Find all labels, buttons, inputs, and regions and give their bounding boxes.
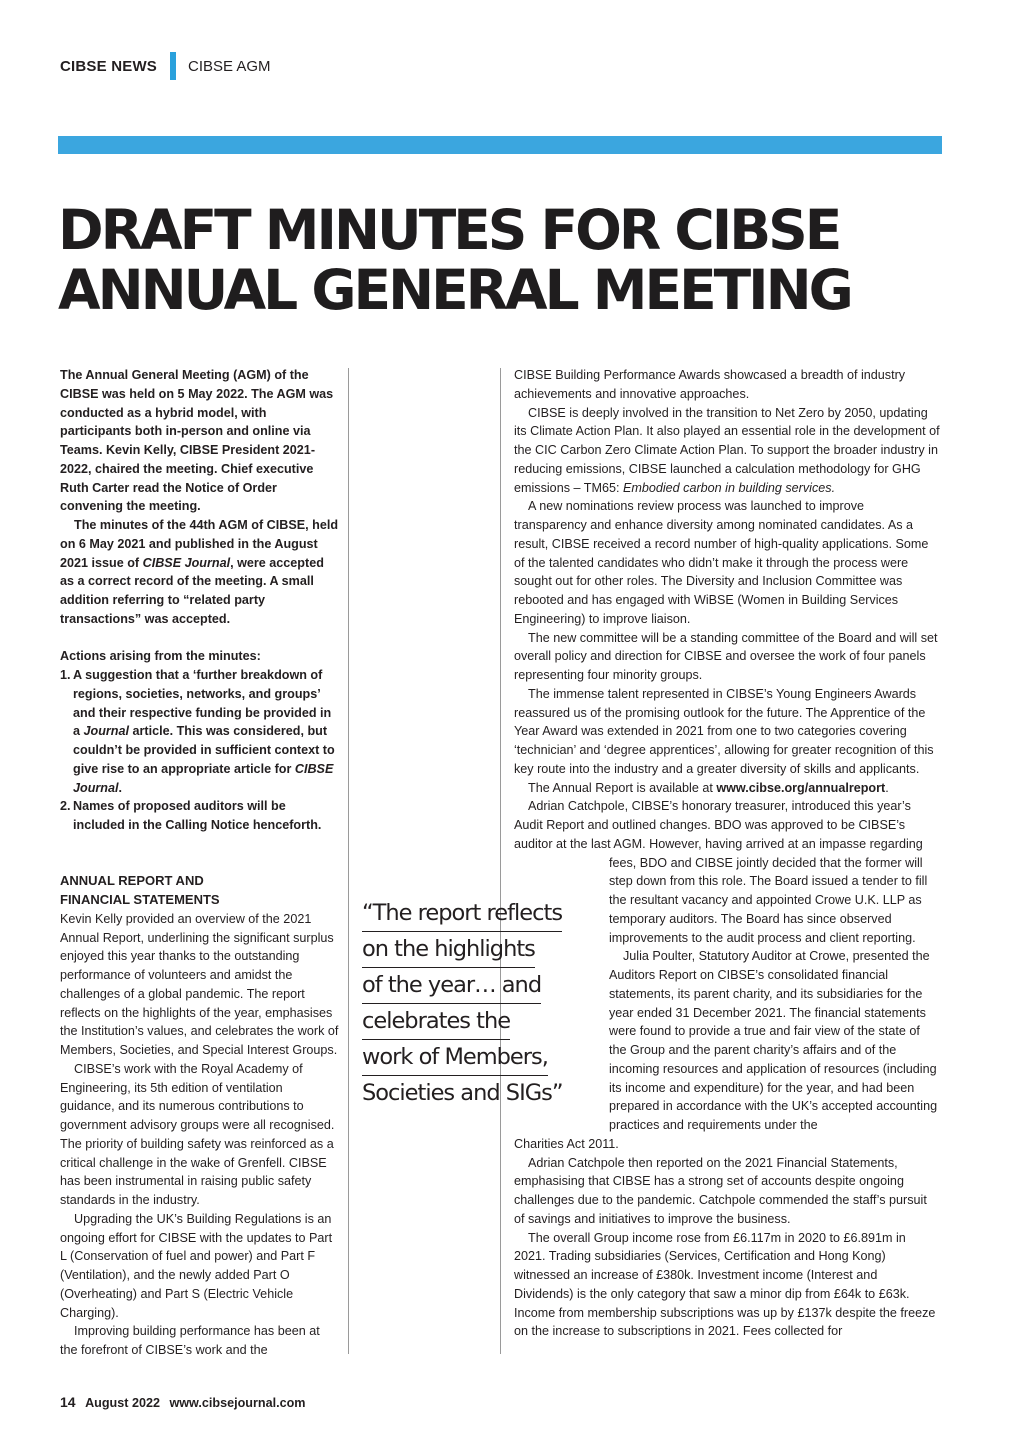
intro-p2-text-a: The minutes of the 44th AGM of CIBSE, held on 6 May 2021 and published in the August 2021 issue of <box>60 518 339 570</box>
item1-italic-2: CIBSE Journal <box>73 761 334 795</box>
right-p2-italic: Embodied carbon in building services. <box>622 480 836 495</box>
section-header <box>60 52 271 80</box>
intro-p2-text-b: , were accepted as a correct record of the meeting. A small addition referring to “related party transactions” was accepted. <box>60 555 324 626</box>
right-p6-text-b: . <box>885 780 889 795</box>
column-divider-right <box>500 368 501 1354</box>
actions-list <box>60 647 340 835</box>
page-number: 14 <box>60 1394 76 1410</box>
page-footer <box>60 1394 305 1410</box>
item1-italic-1: Journal <box>83 724 130 739</box>
right-paragraph-7: Adrian Catchpole, CIBSE’s honorary treasurer, introduced this year’s Audit Report and outlined changes. BDO was approved to be CIBSE’s auditor at the last AGM. However, having arrived at an impasse regarding <box>514 799 923 851</box>
quote-line-5: work of Members, <box>362 1040 548 1076</box>
title-line-1: DRAFT MINUTES FOR CIBSE <box>58 198 840 262</box>
right-p6-text-a: The Annual Report is available at <box>528 780 717 795</box>
right-paragraph-4: The new committee will be a standing committee of the Board and will set overall policy and direction for CIBSE and oversee the work of four panels representing four minority groups. <box>514 630 938 682</box>
intro-paragraph-1: The Annual General Meeting (AGM) of the CIBSE was held on 5 May 2022. The AGM was conducted as a hybrid model, with participants both in-person and online via Teams. Kevin Kelly, CIBSE President 2021-2022, chaired the meeting. Chief executive Ruth Carter read the Notice of Order convening the meeting. <box>60 368 334 514</box>
item2-text: Names of proposed auditors will be included in the Calling Notice henceforth. <box>73 799 322 832</box>
column-divider-left <box>348 368 349 1354</box>
annual-report-link[interactable]: www.cibse.org/annualreport <box>716 780 886 795</box>
intro <box>60 366 340 629</box>
annual-report-heading <box>60 872 340 910</box>
quote-line-3: of the year… and <box>362 968 541 1004</box>
list-number: 2. <box>60 799 71 814</box>
item1-text-b: article. This was considered, but couldn’t be provided in sufficient context to give rise to an appropriate article for <box>73 724 335 776</box>
header-accent-bar <box>170 52 176 80</box>
right-column <box>514 366 940 1341</box>
right-paragraph-10: The overall Group income rose from £6.117m in 2020 to £6.891m in 2021. Trading subsidiaries (Services, Certification and Hong Kong) witnessed an increase of £380k. Investment income (Interest and Dividends) is the only category that saw a minor dip from £64k to £63k. Income from membership subscriptions was up by £137k despite the freeze on the increase to subscriptions in 2021. Fees collected for <box>514 1230 936 1339</box>
right-paragraph-6 <box>514 779 940 798</box>
website-link[interactable]: www.cibsejournal.com <box>169 1396 306 1410</box>
right-paragraph-8-end: Charities Act 2011. <box>514 1136 619 1151</box>
right-paragraph-7-continued: fees, BDO and CIBSE jointly decided that the former will step down from this role. The Board issued a tender to fill the resultant vacancy and appointed Crowe U.K. LLP as temporary auditors. The Board has since observed improvements to the audit process and client reporting. <box>609 855 928 945</box>
right-paragraph-9: Adrian Catchpole then reported on the 2021 Financial Statements, emphasising that CIBSE has a strong set of accounts despite ongoing challenges due to the pandemic. Catchpole commended the staff’s pursuit of savings and initiatives to improve the business. <box>514 1155 927 1226</box>
right-paragraph-3: A new nominations review process was launched to improve transparency and enhance diversity among nominated candidates. As a result, CIBSE received a record number of high-quality applications. Some of the talented candidates who didn’t make it through the process were sought out for other roles. The Diversity and Inclusion Committee was rebooted and has engaged with WiBSE (Women in Building Services Engineering) to improve liaison. <box>514 499 929 626</box>
right-paragraph-2 <box>514 404 940 498</box>
right-paragraph-8: Julia Poulter, Statutory Auditor at Crowe, presented the Auditors Report on CIBSE’s consolidated financial statements, its parent charity, and its subsidiaries for the year ended 31 December 2021. The financial statements were found to provide a true and fair view of the state of the Group and the parent charity’s affairs and of the incoming resources and application of resources (including its income and expenditure) for the year, and had been prepared in accordance with the UK’s accepted accounting practices and requirements under the <box>609 949 938 1132</box>
intro-p2-italic: CIBSE Journal <box>142 555 231 570</box>
intro-paragraph-2 <box>60 516 340 629</box>
section-label: CIBSE NEWS <box>60 57 158 75</box>
accent-band <box>58 136 942 154</box>
subsection-label: CIBSE AGM <box>188 57 271 75</box>
annual-report-paragraph-1: Kevin Kelly provided an overview of the 2021 Annual Report, underlining the significant surplus enjoyed this year thanks to the outstanding performance of volunteers and amidst the challenges of a global pandemic. The report reflects on the highlights of the year, emphasises the Institution’s values, and celebrates the work of Members, Societies, and Special Interest Groups. <box>60 911 339 1057</box>
left-column <box>60 366 340 1360</box>
list-item <box>60 797 340 835</box>
annual-report-paragraph-4: Improving building performance has been at the forefront of CIBSE’s work and the <box>60 1324 320 1357</box>
quote-line-1: “The report reflects <box>362 896 562 932</box>
item1-text-a: A suggestion that a ‘further breakdown of regions, societies, networks, and groups’ and their respective funding be provided in a <box>73 668 332 739</box>
right-paragraph-5: The immense talent represented in CIBSE’s Young Engineers Awards reassured us of the promising outlook for the future. The Apprentice of the Year Award was extended in 2021 from one to two categories covering ‘technician’ and ‘degree apprentices’, allowing for greater recognition of this key route into the industry and a greater diversity of skills and applicants. <box>514 686 934 776</box>
quote-line-2: on the highlights <box>362 932 535 968</box>
heading-line-1: ANNUAL REPORT AND <box>60 873 204 889</box>
right-paragraph-1: CIBSE Building Performance Awards showcased a breadth of industry achievements and innovative approaches. <box>514 368 906 401</box>
list-number: 1. <box>60 668 71 682</box>
item1-text-c: . <box>118 780 122 795</box>
quote-line-6: Societies and SIGs” <box>362 1080 563 1106</box>
right-p2-text: CIBSE is deeply involved in the transition to Net Zero by 2050, updating its Climate Action Plan. It also played an essential role in the development of the CIC Carbon Zero Climate Action Plan. To support the broader industry in reducing emissions, CIBSE launched a calculation methodology for GHG emissions – TM65: <box>514 405 940 495</box>
list-item <box>60 666 340 797</box>
annual-report-paragraph-2: CIBSE’s work with the Royal Academy of Engineering, its 5th edition of ventilation guidance, and its numerous contributions to government advisory groups were all recognised. The priority of building safety was reinforced as a critical challenge in the wake of Grenfell. CIBSE has been instrumental in raising public safety standards in the industry. <box>60 1061 335 1207</box>
page-title <box>58 200 958 320</box>
title-line-2: ANNUAL GENERAL MEETING <box>58 258 851 322</box>
issue-date: August 2022 <box>85 1396 160 1410</box>
quote-line-4: celebrates the <box>362 1004 510 1040</box>
heading-line-2: FINANCIAL STATEMENTS <box>60 892 220 907</box>
actions-heading: Actions arising from the minutes: <box>60 649 261 664</box>
annual-report-paragraph-3: Upgrading the UK’s Building Regulations is an ongoing effort for CIBSE with the updates to Part L (Conservation of fuel and power) and Part F (Ventilation), and the newly added Part O (Overheating) and Part S (Electric Vehicle Charging). <box>60 1211 333 1320</box>
